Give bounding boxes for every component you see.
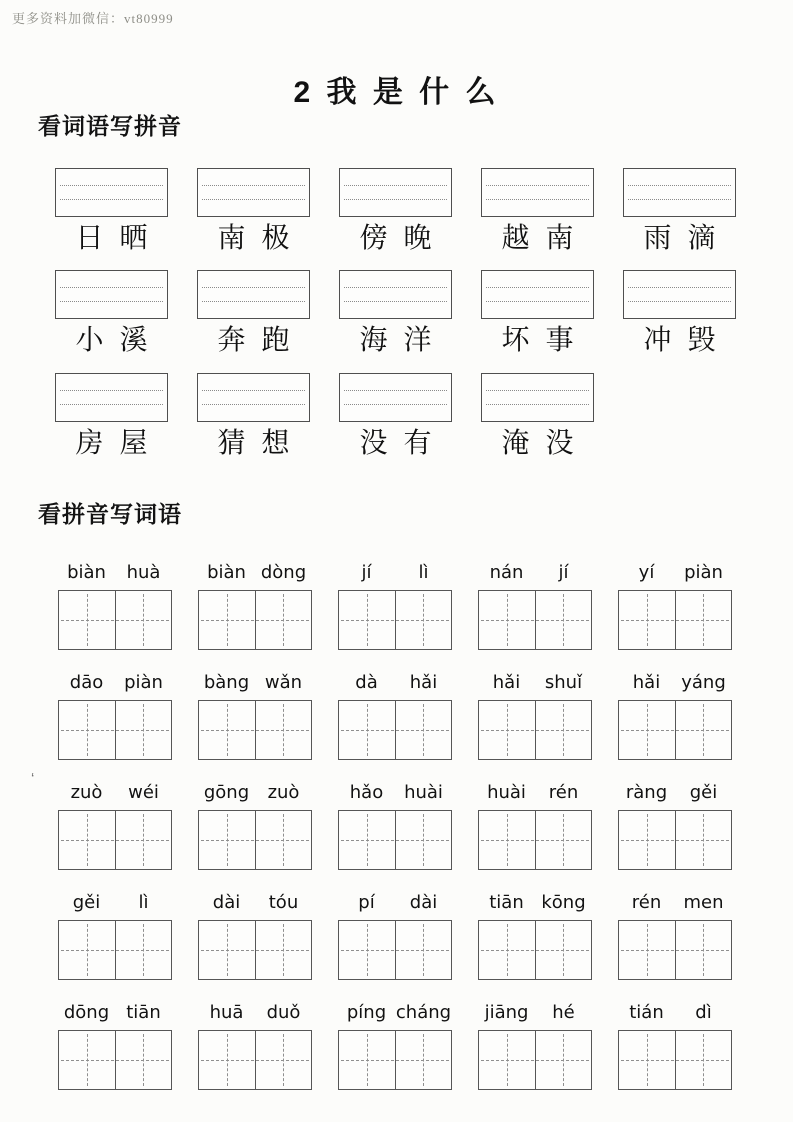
pinyin-syllable: yí	[638, 562, 655, 583]
pinyin-label	[338, 890, 452, 916]
pinyin-item	[618, 1000, 732, 1090]
pinyin-syllable: dì	[695, 1002, 712, 1023]
word-item	[339, 168, 452, 254]
word-character: 淹	[501, 428, 530, 459]
pinyin-item	[198, 560, 312, 650]
tianzige-cell	[675, 921, 732, 979]
character-answer-box[interactable]	[198, 920, 312, 980]
pinyin-item	[478, 1000, 592, 1090]
word-character: 想	[261, 428, 290, 459]
word-character: 屋	[119, 428, 148, 459]
tianzige-cell	[199, 591, 255, 649]
pinyin-label	[478, 1000, 592, 1026]
pinyin-label	[198, 780, 312, 806]
pinyin-label	[198, 1000, 312, 1026]
pinyin-syllable: huā	[209, 1002, 244, 1023]
pinyin-item	[198, 780, 312, 870]
character-answer-box[interactable]	[58, 700, 172, 760]
word-item	[481, 373, 594, 459]
chinese-word	[197, 326, 310, 356]
word-item	[197, 270, 310, 356]
tianzige-cell	[255, 921, 312, 979]
word-character: 晚	[403, 223, 432, 254]
pinyin-syllable: rén	[631, 892, 662, 913]
pinyin-answer-box[interactable]	[623, 168, 736, 217]
pinyin-item	[58, 560, 172, 650]
pinyin-item	[198, 890, 312, 980]
pinyin-syllable: wéi	[128, 782, 159, 803]
tianzige-cell	[255, 811, 312, 869]
pinyin-syllable: dài	[409, 892, 438, 913]
tianzige-cell	[619, 591, 675, 649]
section-pinyin-writing	[0, 112, 793, 459]
pinyin-label	[338, 670, 452, 696]
chinese-word	[623, 326, 736, 356]
word-row	[0, 373, 793, 459]
pinyin-syllable: nán	[489, 562, 524, 583]
tianzige-cell	[255, 701, 312, 759]
character-answer-box[interactable]	[198, 590, 312, 650]
character-answer-box[interactable]	[618, 920, 732, 980]
pinyin-syllable: tiān	[126, 1002, 161, 1023]
tianzige-cell	[339, 591, 395, 649]
word-character: 日	[75, 223, 104, 254]
word-character: 海	[359, 325, 388, 356]
pinyin-row	[0, 670, 793, 760]
character-answer-box[interactable]	[58, 590, 172, 650]
tianzige-cell	[619, 701, 675, 759]
pinyin-syllable: men	[683, 892, 724, 913]
pinyin-syllable: dà	[355, 672, 378, 693]
character-answer-box[interactable]	[478, 920, 592, 980]
pinyin-answer-box[interactable]	[623, 270, 736, 319]
tianzige-cell	[675, 1031, 732, 1089]
pinyin-label	[478, 670, 592, 696]
character-answer-box[interactable]	[58, 1030, 172, 1090]
section1-heading: 看词语写拼音	[38, 113, 182, 139]
pinyin-syllable: biàn	[67, 562, 106, 583]
word-character: 冲	[643, 325, 672, 356]
pinyin-syllable: jiāng	[484, 1002, 529, 1023]
pinyin-label	[58, 560, 172, 586]
pinyin-label	[58, 890, 172, 916]
pinyin-syllable: zuò	[267, 782, 300, 803]
tianzige-cell	[535, 811, 592, 869]
character-answer-box[interactable]	[58, 810, 172, 870]
pinyin-item	[478, 890, 592, 980]
tianzige-cell	[199, 921, 255, 979]
word-character: 坏	[501, 325, 530, 356]
character-answer-box[interactable]	[478, 700, 592, 760]
pinyin-item	[338, 1000, 452, 1090]
pinyin-label	[58, 1000, 172, 1026]
pinyin-item	[58, 670, 172, 760]
tianzige-cell	[675, 591, 732, 649]
chinese-word	[623, 224, 736, 254]
pinyin-syllable: tián	[629, 1002, 664, 1023]
pinyin-item	[338, 670, 452, 760]
pinyin-syllable: bàng	[203, 672, 250, 693]
pinyin-syllable: tiān	[489, 892, 524, 913]
section2-rows	[0, 560, 793, 1090]
word-item	[197, 373, 310, 459]
word-character: 奔	[217, 325, 246, 356]
pinyin-syllable: rén	[548, 782, 579, 803]
word-character: 溪	[119, 325, 148, 356]
pinyin-item	[58, 1000, 172, 1090]
character-answer-box[interactable]	[478, 590, 592, 650]
word-character: 有	[403, 428, 432, 459]
pinyin-syllable: piàn	[124, 672, 163, 693]
pinyin-answer-box[interactable]	[339, 168, 452, 217]
character-answer-box[interactable]	[338, 700, 452, 760]
word-character: 极	[261, 223, 290, 254]
pinyin-label	[338, 780, 452, 806]
word-character: 洋	[403, 325, 432, 356]
pinyin-syllable: gěi	[72, 892, 101, 913]
tianzige-cell	[675, 701, 732, 759]
pinyin-item	[338, 560, 452, 650]
chinese-word	[55, 224, 168, 254]
pinyin-syllable: biàn	[207, 562, 246, 583]
pinyin-answer-box[interactable]	[339, 270, 452, 319]
word-row	[0, 168, 793, 254]
section1-rows	[0, 168, 793, 459]
chinese-word	[197, 224, 310, 254]
word-character: 小	[75, 325, 104, 356]
tianzige-cell	[619, 1031, 675, 1089]
pinyin-item	[198, 1000, 312, 1090]
pinyin-item	[338, 890, 452, 980]
pinyin-syllable: wǎn	[264, 672, 303, 693]
pinyin-syllable: dài	[212, 892, 241, 913]
character-answer-box[interactable]	[198, 810, 312, 870]
tianzige-cell	[199, 701, 255, 759]
pinyin-answer-box[interactable]	[55, 168, 168, 217]
pinyin-item	[618, 890, 732, 980]
tianzige-cell	[479, 591, 535, 649]
word-character: 南	[545, 223, 574, 254]
pinyin-answer-box[interactable]	[197, 373, 310, 422]
pinyin-syllable: hǎi	[409, 672, 438, 693]
tianzige-cell	[395, 1031, 452, 1089]
pinyin-syllable: lì	[418, 562, 429, 583]
tianzige-cell	[395, 921, 452, 979]
tianzige-cell	[535, 591, 592, 649]
tianzige-cell	[59, 921, 115, 979]
stray-mark: ‘	[31, 770, 35, 787]
tianzige-cell	[339, 921, 395, 979]
pinyin-syllable: cháng	[395, 1002, 452, 1023]
tianzige-cell	[479, 1031, 535, 1089]
tianzige-cell	[535, 1031, 592, 1089]
pinyin-syllable: duǒ	[266, 1002, 301, 1023]
chinese-word	[197, 429, 310, 459]
word-character: 房	[75, 428, 104, 459]
pinyin-row	[0, 1000, 793, 1090]
word-item	[55, 373, 168, 459]
tianzige-cell	[619, 921, 675, 979]
word-character: 晒	[119, 223, 148, 254]
pinyin-answer-box[interactable]	[481, 373, 594, 422]
tianzige-cell	[619, 811, 675, 869]
pinyin-label	[478, 560, 592, 586]
pinyin-item	[618, 560, 732, 650]
tianzige-cell	[339, 1031, 395, 1089]
pinyin-label	[58, 780, 172, 806]
pinyin-syllable: yáng	[681, 672, 726, 693]
chinese-word	[481, 429, 594, 459]
chinese-word	[339, 224, 452, 254]
pinyin-syllable: píng	[346, 1002, 387, 1023]
pinyin-answer-box[interactable]	[55, 270, 168, 319]
tianzige-cell	[535, 701, 592, 759]
character-answer-box[interactable]	[338, 590, 452, 650]
tianzige-cell	[59, 811, 115, 869]
pinyin-item	[58, 890, 172, 980]
pinyin-syllable: hǎo	[349, 782, 384, 803]
character-answer-box[interactable]	[618, 590, 732, 650]
word-item	[481, 270, 594, 356]
watermark-text: 更多资料加微信：vt80999	[12, 11, 174, 26]
tianzige-cell	[199, 811, 255, 869]
pinyin-label	[618, 670, 732, 696]
pinyin-label	[338, 560, 452, 586]
word-item	[623, 168, 736, 254]
pinyin-syllable: zuò	[70, 782, 103, 803]
word-character: 雨	[643, 223, 672, 254]
pinyin-row	[0, 780, 793, 870]
tianzige-cell	[339, 811, 395, 869]
tianzige-cell	[479, 811, 535, 869]
word-character: 猜	[217, 428, 246, 459]
pinyin-syllable: jí	[558, 562, 569, 583]
pinyin-label	[618, 890, 732, 916]
tianzige-cell	[59, 591, 115, 649]
pinyin-syllable: kōng	[541, 892, 586, 913]
character-answer-box[interactable]	[338, 1030, 452, 1090]
pinyin-syllable: gōng	[203, 782, 250, 803]
pinyin-item	[478, 780, 592, 870]
pinyin-item	[198, 670, 312, 760]
chinese-word	[55, 429, 168, 459]
pinyin-answer-box[interactable]	[55, 373, 168, 422]
page-title: 2 我 是 什 么	[293, 76, 500, 109]
pinyin-syllable: hé	[552, 1002, 575, 1023]
word-character: 滴	[687, 223, 716, 254]
section-word-writing	[0, 500, 793, 1090]
word-item	[623, 270, 736, 356]
pinyin-label	[338, 1000, 452, 1026]
pinyin-item	[478, 560, 592, 650]
tianzige-cell	[115, 1031, 172, 1089]
pinyin-answer-box[interactable]	[481, 168, 594, 217]
pinyin-syllable: gěi	[689, 782, 718, 803]
pinyin-row	[0, 890, 793, 980]
pinyin-label	[198, 670, 312, 696]
pinyin-syllable: hǎi	[632, 672, 661, 693]
pinyin-label	[618, 560, 732, 586]
pinyin-syllable: huài	[404, 782, 443, 803]
pinyin-syllable: shuǐ	[544, 672, 583, 693]
word-character: 南	[217, 223, 246, 254]
pinyin-label	[198, 890, 312, 916]
word-character: 越	[501, 223, 530, 254]
character-answer-box[interactable]	[618, 810, 732, 870]
pinyin-answer-box[interactable]	[197, 270, 310, 319]
section2-heading: 看拼音写词语	[38, 501, 182, 527]
character-answer-box[interactable]	[338, 810, 452, 870]
pinyin-syllable: tóu	[268, 892, 299, 913]
pinyin-syllable: huà	[126, 562, 161, 583]
word-row	[0, 270, 793, 356]
chinese-word	[481, 326, 594, 356]
pinyin-syllable: piàn	[684, 562, 723, 583]
pinyin-label	[618, 1000, 732, 1026]
tianzige-cell	[59, 1031, 115, 1089]
word-item	[339, 270, 452, 356]
character-answer-box[interactable]	[198, 700, 312, 760]
character-answer-box[interactable]	[198, 1030, 312, 1090]
character-answer-box[interactable]	[618, 700, 732, 760]
tianzige-cell	[255, 1031, 312, 1089]
pinyin-item	[478, 670, 592, 760]
word-item	[339, 373, 452, 459]
tianzige-cell	[115, 921, 172, 979]
tianzige-cell	[395, 811, 452, 869]
word-item	[481, 168, 594, 254]
tianzige-cell	[115, 701, 172, 759]
tianzige-cell	[339, 701, 395, 759]
pinyin-item	[618, 670, 732, 760]
tianzige-cell	[535, 921, 592, 979]
pinyin-label	[58, 670, 172, 696]
pinyin-label	[618, 780, 732, 806]
pinyin-syllable: hǎi	[492, 672, 521, 693]
word-item	[55, 270, 168, 356]
word-character: 毁	[687, 325, 716, 356]
chinese-word	[55, 326, 168, 356]
word-item	[55, 168, 168, 254]
pinyin-syllable: ràng	[625, 782, 668, 803]
pinyin-row	[0, 560, 793, 650]
word-character: 傍	[359, 223, 388, 254]
character-answer-box[interactable]	[58, 920, 172, 980]
pinyin-answer-box[interactable]	[197, 168, 310, 217]
pinyin-syllable: dòng	[260, 562, 307, 583]
tianzige-cell	[115, 811, 172, 869]
tianzige-cell	[479, 921, 535, 979]
tianzige-cell	[395, 591, 452, 649]
word-character: 没	[545, 428, 574, 459]
tianzige-cell	[675, 811, 732, 869]
pinyin-syllable: pí	[358, 892, 375, 913]
pinyin-syllable: jí	[361, 562, 372, 583]
pinyin-answer-box[interactable]	[481, 270, 594, 319]
pinyin-syllable: huài	[487, 782, 526, 803]
word-character: 没	[359, 428, 388, 459]
pinyin-item	[338, 780, 452, 870]
pinyin-item	[618, 780, 732, 870]
word-character: 跑	[261, 325, 290, 356]
character-answer-box[interactable]	[478, 1030, 592, 1090]
pinyin-label	[478, 780, 592, 806]
character-answer-box[interactable]	[618, 1030, 732, 1090]
tianzige-cell	[255, 591, 312, 649]
tianzige-cell	[59, 701, 115, 759]
tianzige-cell	[199, 1031, 255, 1089]
chinese-word	[339, 326, 452, 356]
tianzige-cell	[479, 701, 535, 759]
chinese-word	[339, 429, 452, 459]
pinyin-label	[198, 560, 312, 586]
character-answer-box[interactable]	[338, 920, 452, 980]
pinyin-syllable: dāo	[69, 672, 104, 693]
word-item	[197, 168, 310, 254]
chinese-word	[481, 224, 594, 254]
word-character: 事	[545, 325, 574, 356]
tianzige-cell	[395, 701, 452, 759]
pinyin-answer-box[interactable]	[339, 373, 452, 422]
pinyin-item	[58, 780, 172, 870]
pinyin-syllable: dōng	[63, 1002, 110, 1023]
tianzige-cell	[115, 591, 172, 649]
character-answer-box[interactable]	[478, 810, 592, 870]
pinyin-syllable: lì	[138, 892, 149, 913]
pinyin-label	[478, 890, 592, 916]
